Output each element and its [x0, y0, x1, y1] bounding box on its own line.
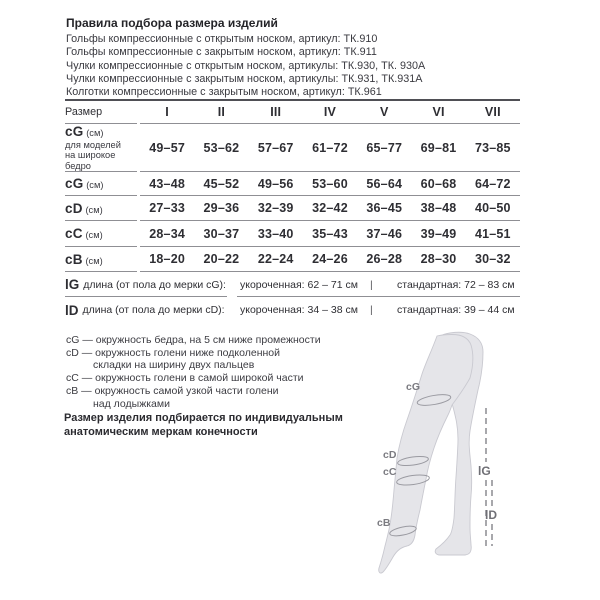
row-label-cell: [65, 196, 137, 221]
row-values: [140, 247, 520, 272]
length-standard: стандартная: 72 – 83 см: [397, 278, 515, 291]
length-standard: стандартная: 39 – 44 см: [397, 304, 515, 316]
row-label-cell: [65, 247, 137, 272]
size-cell: 32–42: [312, 201, 348, 215]
size-cell: 57–67: [257, 140, 294, 155]
legend-line: cB — окружность самой узкой части голени: [66, 384, 279, 397]
size-cell: 28–30: [420, 252, 457, 266]
legend-line: cG — окружность бедра, на 5 см ниже промежности: [66, 334, 321, 346]
size-cell: 28–34: [149, 226, 186, 241]
cc-figure-label: cC: [383, 466, 397, 478]
row-label-cell: [65, 124, 137, 172]
size-cell: 35–43: [312, 226, 348, 241]
size-cell: 61–72: [312, 140, 348, 155]
size-cell: 49–56: [257, 176, 294, 191]
table-corner-label: Размер: [65, 101, 137, 124]
legend-line: cD — окружность голени ниже подколенной: [66, 346, 281, 359]
size-cell: 26–28: [366, 252, 403, 266]
size-cell: 36–45: [366, 201, 403, 215]
size-cell: 33–40: [257, 226, 294, 241]
product-line: Чулки компрессионные с закрытым носком, артикулы: ТК.931, ТК.931А: [66, 72, 423, 85]
size-column: V: [379, 105, 389, 119]
measurement-legend: [66, 334, 321, 410]
row-values: [140, 196, 520, 221]
size-column-headers: [140, 101, 520, 124]
ld-figure-label: lD: [485, 508, 497, 522]
product-line: Чулки компрессионные с открытым носком, артикулы: ТК.930, ТК. 930А: [66, 59, 426, 72]
size-column: I: [165, 105, 169, 119]
table-row-cc: [65, 221, 520, 247]
size-cell: 69–81: [420, 140, 457, 155]
product-list: [66, 33, 425, 99]
divider-bar: |: [370, 304, 373, 316]
length-row-ld: lD длина (от пола до мерки cD): укороченная: 34 – 38 см | стандартная: 39 – 44 см: [65, 302, 515, 318]
row-label: cD (см): [65, 200, 103, 216]
row-label: cG (см): [65, 176, 104, 191]
table-header-row: [65, 101, 520, 124]
size-cell: 32–39: [257, 201, 294, 215]
size-column: II: [217, 105, 226, 119]
row-label: cB (см): [65, 251, 103, 267]
size-column: IV: [323, 105, 337, 119]
cd-figure-label: cD: [383, 449, 397, 461]
size-cell: 24–26: [312, 252, 348, 266]
table-row-cg-wide: [65, 124, 520, 172]
size-cell: 29–36: [203, 201, 240, 215]
size-cell: 49–57: [149, 140, 186, 155]
divider-bar: |: [370, 278, 373, 291]
row-values: [140, 124, 520, 172]
row-label: cG (см): [65, 123, 104, 139]
size-cell: 41–51: [474, 226, 511, 241]
size-cell: 64–72: [474, 176, 511, 191]
size-cell: 65–77: [366, 140, 403, 155]
row-values: [140, 221, 520, 247]
size-cell: 20–22: [203, 252, 240, 266]
size-cell: 73–85: [474, 140, 511, 155]
table-row-cb: [65, 247, 520, 272]
row-label: cC (см): [65, 226, 103, 241]
product-line: Гольфы компрессионные с открытым носком, артикул: ТК.910: [66, 33, 378, 45]
sizing-note: Размер изделия подбирается по индивидуальным анатомическим меркам конечности: [64, 412, 343, 438]
size-table: [65, 99, 520, 323]
size-cell: 39–49: [420, 226, 457, 241]
row-label-cell: [65, 221, 137, 247]
size-cell: 45–52: [203, 176, 240, 191]
legend-line: над лодыжками: [93, 397, 170, 410]
table-row-cg: [65, 172, 520, 196]
size-cell: 43–48: [149, 176, 186, 191]
size-cell: 56–64: [366, 176, 403, 191]
length-row-lg: lG длина (от пола до мерки cG): укороченная: 62 – 71 см | стандартная: 72 – 83 см: [65, 272, 520, 297]
lg-figure-label: lG: [478, 464, 491, 478]
row-label-cell: [65, 172, 137, 196]
size-cell: 22–24: [257, 252, 294, 266]
length-short: укороченная: 62 – 71 см: [240, 278, 358, 291]
row-values: [140, 172, 520, 196]
row-note: для моделей на широкое бедро: [65, 139, 121, 171]
size-cell: 60–68: [420, 176, 457, 191]
size-cell: 40–50: [474, 201, 511, 215]
page-title: Правила подбора размера изделий: [66, 16, 278, 30]
size-column: VII: [484, 105, 501, 119]
size-cell: 38–48: [420, 201, 457, 215]
leg-measurement-figure: [370, 328, 600, 576]
legend-line: cC — окружность голени в самой широкой части: [66, 372, 304, 385]
size-cell: 30–32: [474, 252, 511, 266]
size-cell: 53–62: [203, 140, 240, 155]
product-line: Гольфы компрессионные с закрытым носком, артикул: ТК.911: [66, 46, 377, 59]
product-line: Колготки компрессионные с закрытым носком, артикул: ТК.961: [66, 86, 382, 99]
size-column: VI: [432, 105, 445, 119]
size-column: III: [270, 105, 282, 119]
size-cell: 30–37: [203, 226, 240, 241]
cg-figure-label: cG: [406, 381, 421, 393]
length-short: укороченная: 34 – 38 см: [240, 304, 358, 316]
cb-figure-label: cB: [377, 517, 391, 529]
size-cell: 53–60: [312, 176, 348, 191]
size-cell: 37–46: [366, 226, 403, 241]
legend-line: складки на ширину двух пальцев: [93, 359, 255, 372]
size-cell: 18–20: [149, 252, 186, 266]
size-cell: 27–33: [149, 201, 186, 215]
table-row-cd: [65, 196, 520, 221]
